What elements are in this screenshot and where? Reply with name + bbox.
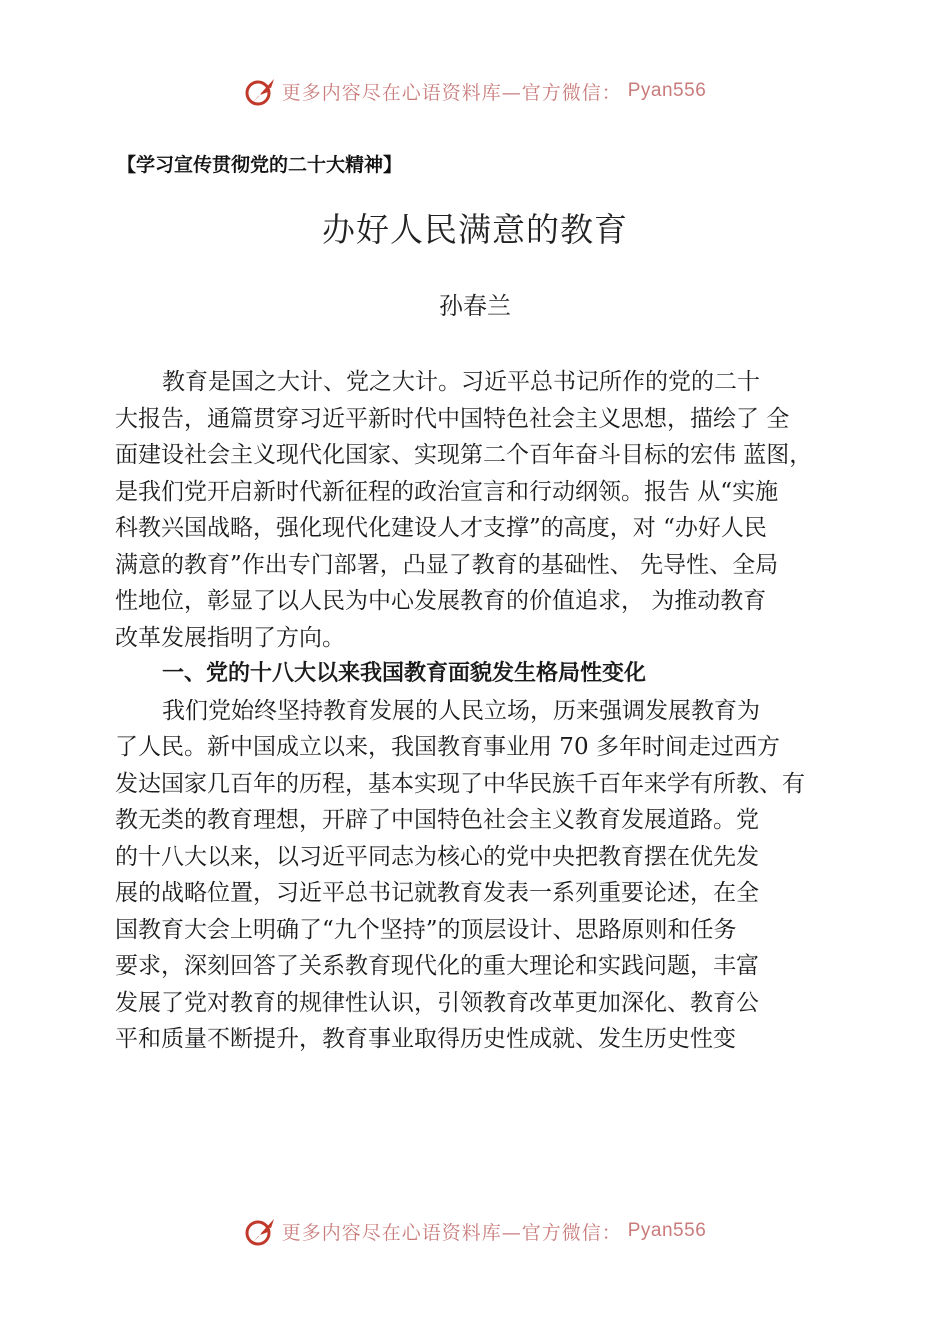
body-line: 发达国家几百年的历程，基本实现了中华民族千百年来学有所教、有 (115, 770, 805, 797)
body-line: 科教兴国战略，强化现代化建设人才支撑”的高度，对 “办好人民 (115, 515, 767, 541)
body-line: 大报告，通篇贯穿习近平新时代中国特色社会主义思想，描绘了 全 (115, 405, 790, 432)
footer-watermark (0, 1214, 950, 1248)
watermark-text: 更多内容尽在心语资料库—官方微信： (281, 81, 622, 104)
document-title: 办好人民满意的教育 (322, 210, 628, 249)
body-line: 教无类的教育理想，开辟了中国特色社会主义教育发展道路。党 (115, 807, 759, 833)
body-line: 改革发展指明了方向。 (115, 624, 345, 651)
watermark-text: 更多内容尽在心语资料库—官方微信： (281, 1221, 622, 1244)
feather-logo-icon (244, 74, 278, 108)
article-body (115, 364, 855, 1058)
body-line: 要求，深刻回答了关系教育现代化的重大理论和实践问题，丰富 (115, 953, 759, 979)
body-line: 了人民。新中国成立以来，我国教育事业用 70 多年时间走过西方 (115, 734, 780, 760)
body-line: 国教育大会上明确了“九个坚持”的顶层设计、思路原则和任务 (115, 916, 737, 943)
body-line: 是我们党开启新时代新征程的政治宣言和行动纲领。报告 从“实施 (115, 478, 779, 505)
watermark-id: Pyan556 (627, 80, 707, 101)
body-line: 的十八大以来，以习近平同志为核心的党中央把教育摆在优先发 (115, 843, 759, 870)
body-line: 教育是国之大计、党之大计。习近平总书记所作的党的二十 (162, 369, 760, 395)
section-heading: 一、党的十八大以来我国教育面貌发生格局性变化 (162, 661, 647, 686)
body-line: 我们党始终坚持教育发展的人民立场，历来强调发展教育为 (162, 697, 760, 724)
feather-logo-icon (244, 1214, 278, 1248)
body-line: 面建设社会主义现代化国家、实现第二个百年奋斗目标的宏伟 蓝图， (115, 442, 813, 468)
author-name: 孙春兰 (439, 292, 511, 320)
header-watermark (0, 74, 950, 108)
body-line: 满意的教育”作出专门部署，凸显了教育的基础性、 先导性、全局 (115, 551, 779, 578)
watermark-id: Pyan556 (627, 1220, 707, 1241)
body-line: 性地位，彰显了以人民为中心发展教育的价值追求， 为推动教育 (115, 588, 767, 614)
body-line: 发展了党对教育的规律性认识，引领教育改革更加深化、教育公 (115, 989, 759, 1016)
body-line: 平和质量不断提升，教育事业取得历史性成就、发生历史性变 (115, 1026, 736, 1052)
body-line: 展的战略位置，习近平总书记就教育发表一系列重要论述，在全 (115, 880, 759, 906)
series-tag: 【学习宣传贯彻党的二十大精神】 (117, 154, 403, 176)
